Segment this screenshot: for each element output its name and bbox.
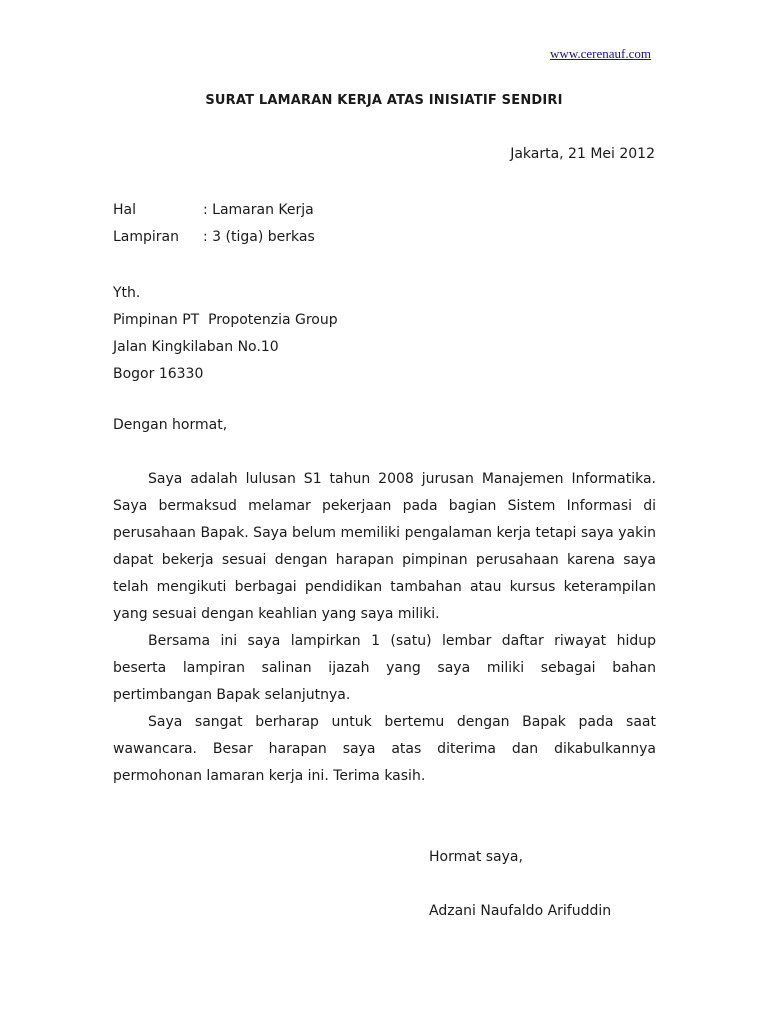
body-paragraph: Saya sangat berharap untuk bertemu dengan Bapak pada saat wawancara. Besar harapan saya atas diterima dan dikabulkannya permohonan lamaran kerja ini. Terima kasih. <box>113 714 656 784</box>
letter-body <box>113 466 656 790</box>
recipient-name: Pimpinan PT Propotenzia Group <box>113 312 338 328</box>
recipient-street: Jalan Kingkilaban No.10 <box>113 339 279 355</box>
letter-meta <box>113 200 315 254</box>
letter-title: SURAT LAMARAN KERJA ATAS INISIATIF SENDIRI <box>205 93 563 108</box>
recipient-salutation: Yth. <box>113 285 141 301</box>
body-paragraph: Saya adalah lulusan S1 tahun 2008 jurusan Manajemen Informatika. Saya bermaksud melamar pekerjaan pada bagian Sistem Informasi di perusahaan Bapak. Saya belum memiliki pengalaman kerja tetapi saya yakin dapat bekerja sesuai dengan harapan pimpinan perusahaan karena saya telah mengikuti berbagai pendidikan tambahan atau kursus keterampilan yang sesuai dengan keahlian yang saya miliki. <box>113 471 656 622</box>
meta-row-attachment <box>113 227 315 254</box>
closing: Hormat saya, <box>429 849 523 865</box>
meta-value: : 3 (tiga) berkas <box>203 229 315 245</box>
recipient-address <box>113 283 338 391</box>
website-link[interactable]: www.cerenauf.com <box>550 46 651 61</box>
body-paragraph: Bersama ini saya lampirkan 1 (satu) lembar daftar riwayat hidup beserta lampiran salinan ijazah yang saya miliki sebagai bahan pertimbangan Bapak selanjutnya. <box>113 633 656 703</box>
meta-label: Lampiran <box>113 229 180 245</box>
meta-value: : Lamaran Kerja <box>203 202 314 218</box>
signer-name: Adzani Naufaldo Arifuddin <box>429 903 612 919</box>
meta-label: Hal <box>113 202 136 218</box>
meta-row-subject <box>113 200 315 227</box>
greeting: Dengan hormat, <box>113 417 228 433</box>
recipient-city: Bogor 16330 <box>113 366 204 382</box>
letter-date: Jakarta, 21 Mei 2012 <box>510 146 655 162</box>
